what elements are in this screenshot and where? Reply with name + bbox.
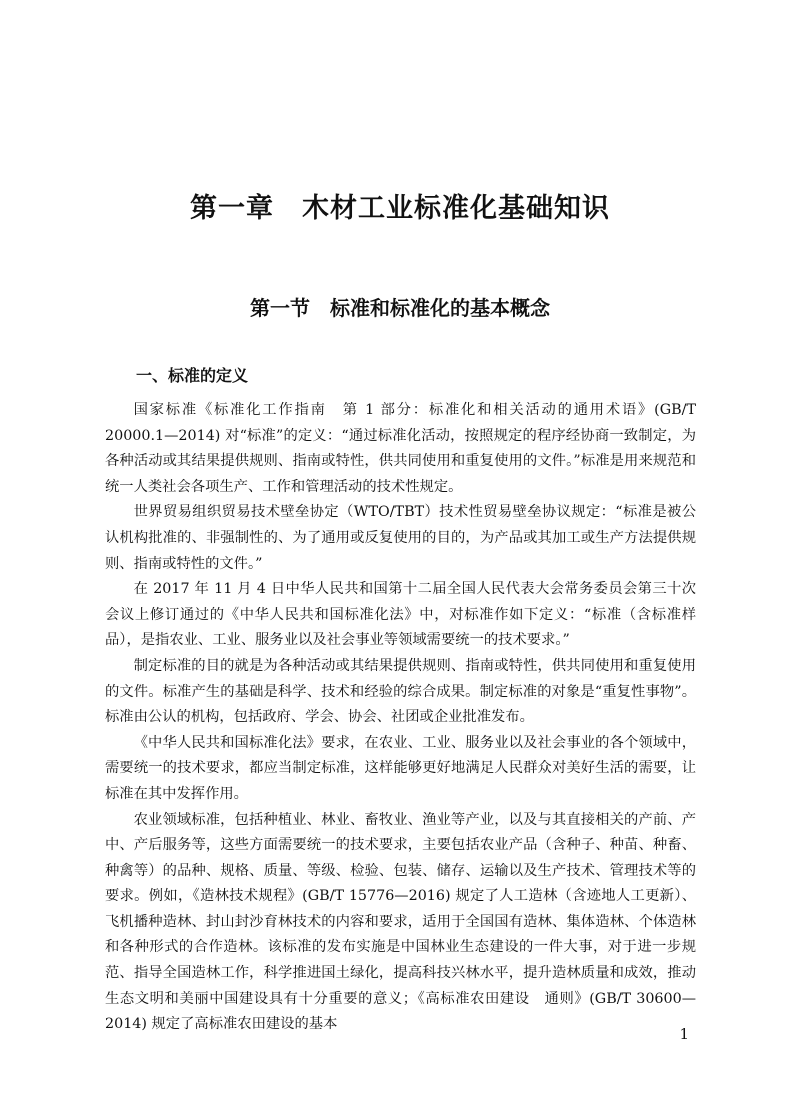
paragraph-law-requirement: 《中华人民共和国标准化法》要求，在农业、工业、服务业以及社会事业的各个领域中，需要统一的技术要求，都应当制定标准，这样能够更好地满足人民群众对美好生活的需要，让标准在其中发挥作用。 bbox=[105, 734, 696, 802]
paragraph-wto-definition: 世界贸易组织贸易技术壁垒协定（WTO/TBT）技术性贸易壁垒协议规定：“标准是被公认机构批准的、非强制性的、为了通用或反复使用的目的，为产品或其加工或生产方法提供规则、指南或特性的文件。” bbox=[105, 504, 696, 572]
paragraph-law-definition: 在 2017 年 11 月 4 日中华人民共和国第十二届全国人民代表大会常务委员会第三十次会议上修订通过的《中华人民共和国标准化法》中，对标准作如下定义：“标准（含标准样品），是指农业、工业、服务业以及社会事业等领域需要统一的技术要求。” bbox=[105, 581, 696, 649]
paragraph-agriculture-standards: 农业领域标准，包括种植业、林业、畜牧业、渔业等产业，以及与其直接相关的产前、产中、产后服务等，这些方面需要统一的技术要求，主要包括农业产品（含种子、种苗、种畜、种禽等）的品种、规格、质量、等级、检验、包装、储存、运输以及生产技术、管理技术等的要求。例如，《造林技术规程》(GB/T 15776—2016) 规定了人工造林（含迹地人工更新）、飞机播种造林、封山封沙育林技术的内容和要求，适用于全国国有造林、集体造林、个体造林和各种形式的合作造林。该标准的发布实施是中国林业生态建设的一件大事，对于进一步规范、指导全国造林工作，科学推进国土绿化，提高科技兴林水平，提升造林质量和成效，推动生态文明和美丽中国建设具有十分重要的意义；《高标准农田建设 通则》(GB/T 30600—2014) 规定了高标准农田建设的基本 bbox=[105, 811, 696, 1033]
chapter-title: 第一章 木材工业标准化基础知识 bbox=[190, 193, 610, 224]
section-title: 第一节 标准和标准化的基本概念 bbox=[250, 296, 550, 320]
body-text bbox=[105, 398, 696, 1038]
paragraph-gb-definition: 国家标准《标准化工作指南 第 1 部分：标准化和相关活动的通用术语》(GB/T 20000.1—2014) 对“标准”的定义：“通过标准化活动，按照规定的程序经协商一致制定，为各种活动或其结果提供规则、指南或特性，供共同使用和重复使用的文件。”标准是用来规范和统一人类社会各项生产、工作和管理活动的技术性规定。 bbox=[105, 402, 696, 495]
subsection-heading: 一、标准的定义 bbox=[136, 366, 249, 385]
page-number: 1 bbox=[679, 1025, 689, 1043]
paragraph-purpose: 制定标准的目的就是为各种活动或其结果提供规则、指南或特性，供共同使用和重复使用的文件。标准产生的基础是科学、技术和经验的综合成果。制定标准的对象是“重复性事物”。标准由公认的机构，包括政府、学会、协会、社团或企业批准发布。 bbox=[105, 657, 696, 726]
